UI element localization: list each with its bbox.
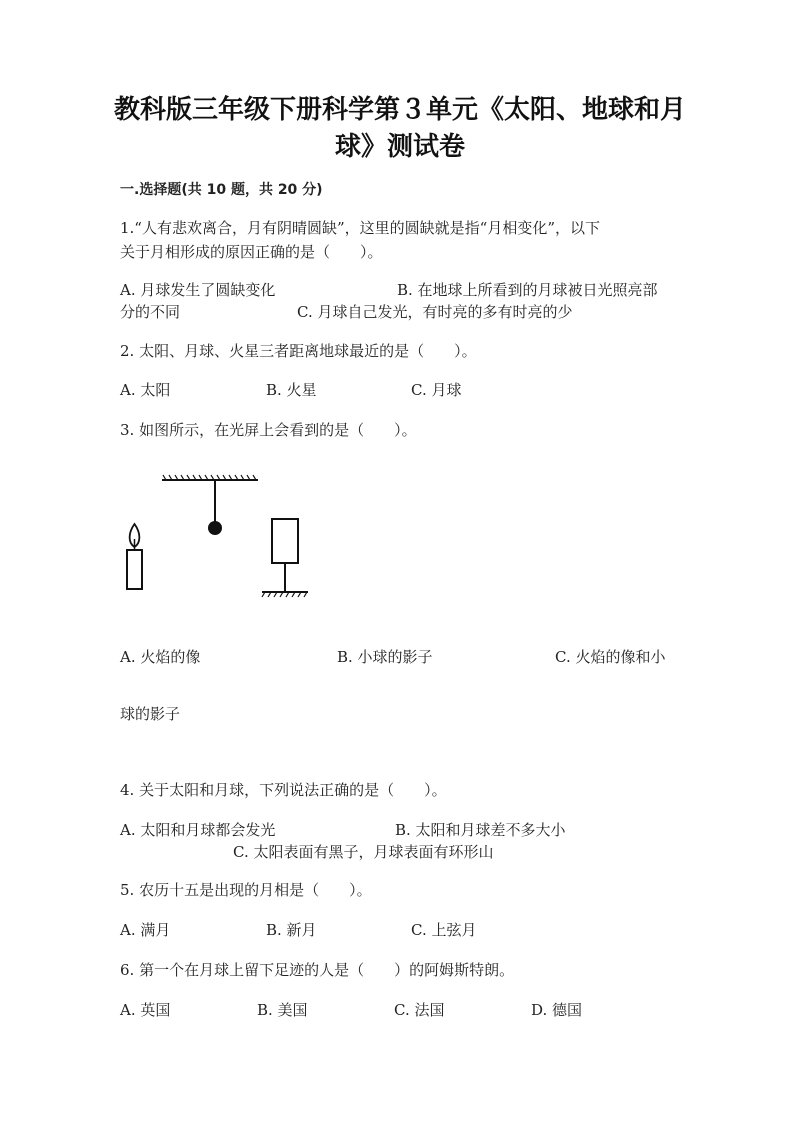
- q1-option-c: C. 月球自己发光，有时亮的多有时亮的少: [297, 303, 573, 321]
- q1-option-b: B. 在地球上所看到的月球被日光照亮部: [397, 281, 658, 299]
- section-heading: 一.选择题(共 10 题，共 20 分): [120, 182, 323, 198]
- q6-option-a: A. 英国: [120, 1001, 171, 1019]
- q1-stem-line-1: 1.“人有悲欢离合，月有阴晴圆缺”，这里的圆缺就是指“月相变化”，以下: [120, 219, 600, 237]
- ball-shape: [208, 521, 222, 535]
- q4-option-b: B. 太阳和月球差不多大小: [395, 821, 566, 839]
- q5-option-a: A. 满月: [120, 921, 171, 939]
- q3-option-c-continued: 球的影子: [120, 705, 181, 723]
- q6-option-b: B. 美国: [257, 1001, 308, 1019]
- q4-option-a: A. 太阳和月球都会发光: [120, 821, 276, 839]
- q6-stem: 6. 第一个在月球上留下足迹的人是（ ）的阿姆斯特朗。: [120, 961, 515, 979]
- q5-option-c: C. 上弦月: [411, 921, 477, 939]
- q2-option-b: B. 火星: [266, 381, 317, 399]
- q4-option-c: C. 太阳表面有黑子，月球表面有环形山: [233, 843, 494, 861]
- q1-option-a: A. 月球发生了圆缺变化: [120, 281, 276, 299]
- q2-option-a: A. 太阳: [120, 381, 171, 399]
- q3-option-c: C. 火焰的像和小: [555, 648, 666, 666]
- document-title: [80, 92, 720, 166]
- q6-option-c: C. 法国: [394, 1001, 445, 1019]
- q3-option-b: B. 小球的影子: [337, 648, 433, 666]
- q2-option-c: C. 月球: [411, 381, 462, 399]
- screen-shape: [262, 519, 308, 597]
- q6-option-d: D. 德国: [531, 1001, 583, 1019]
- q1-stem-line-2: 关于月相形成的原因正确的是（ ）。: [120, 243, 383, 261]
- q3-stem: 3. 如图所示，在光屏上会看到的是（ ）。: [120, 421, 417, 439]
- q3-option-a: A. 火焰的像: [120, 648, 201, 666]
- candle-shape: [127, 524, 142, 589]
- q5-stem: 5. 农历十五是出现的月相是（ ）。: [120, 881, 372, 899]
- q5-option-b: B. 新月: [266, 921, 317, 939]
- q3-figure: [118, 470, 318, 610]
- q4-stem: 4. 关于太阳和月球，下列说法正确的是（ ）。: [120, 781, 447, 799]
- title-line-2: 球》测试卷: [334, 132, 465, 162]
- q1-option-b-continued: 分的不同: [120, 303, 181, 321]
- q2-stem: 2. 太阳、月球、火星三者距离地球最近的是（ ）。: [120, 342, 477, 360]
- ceiling-bar: [162, 475, 258, 480]
- title-line-1: 教科版三年级下册科学第３单元《太阳、地球和月: [113, 95, 686, 125]
